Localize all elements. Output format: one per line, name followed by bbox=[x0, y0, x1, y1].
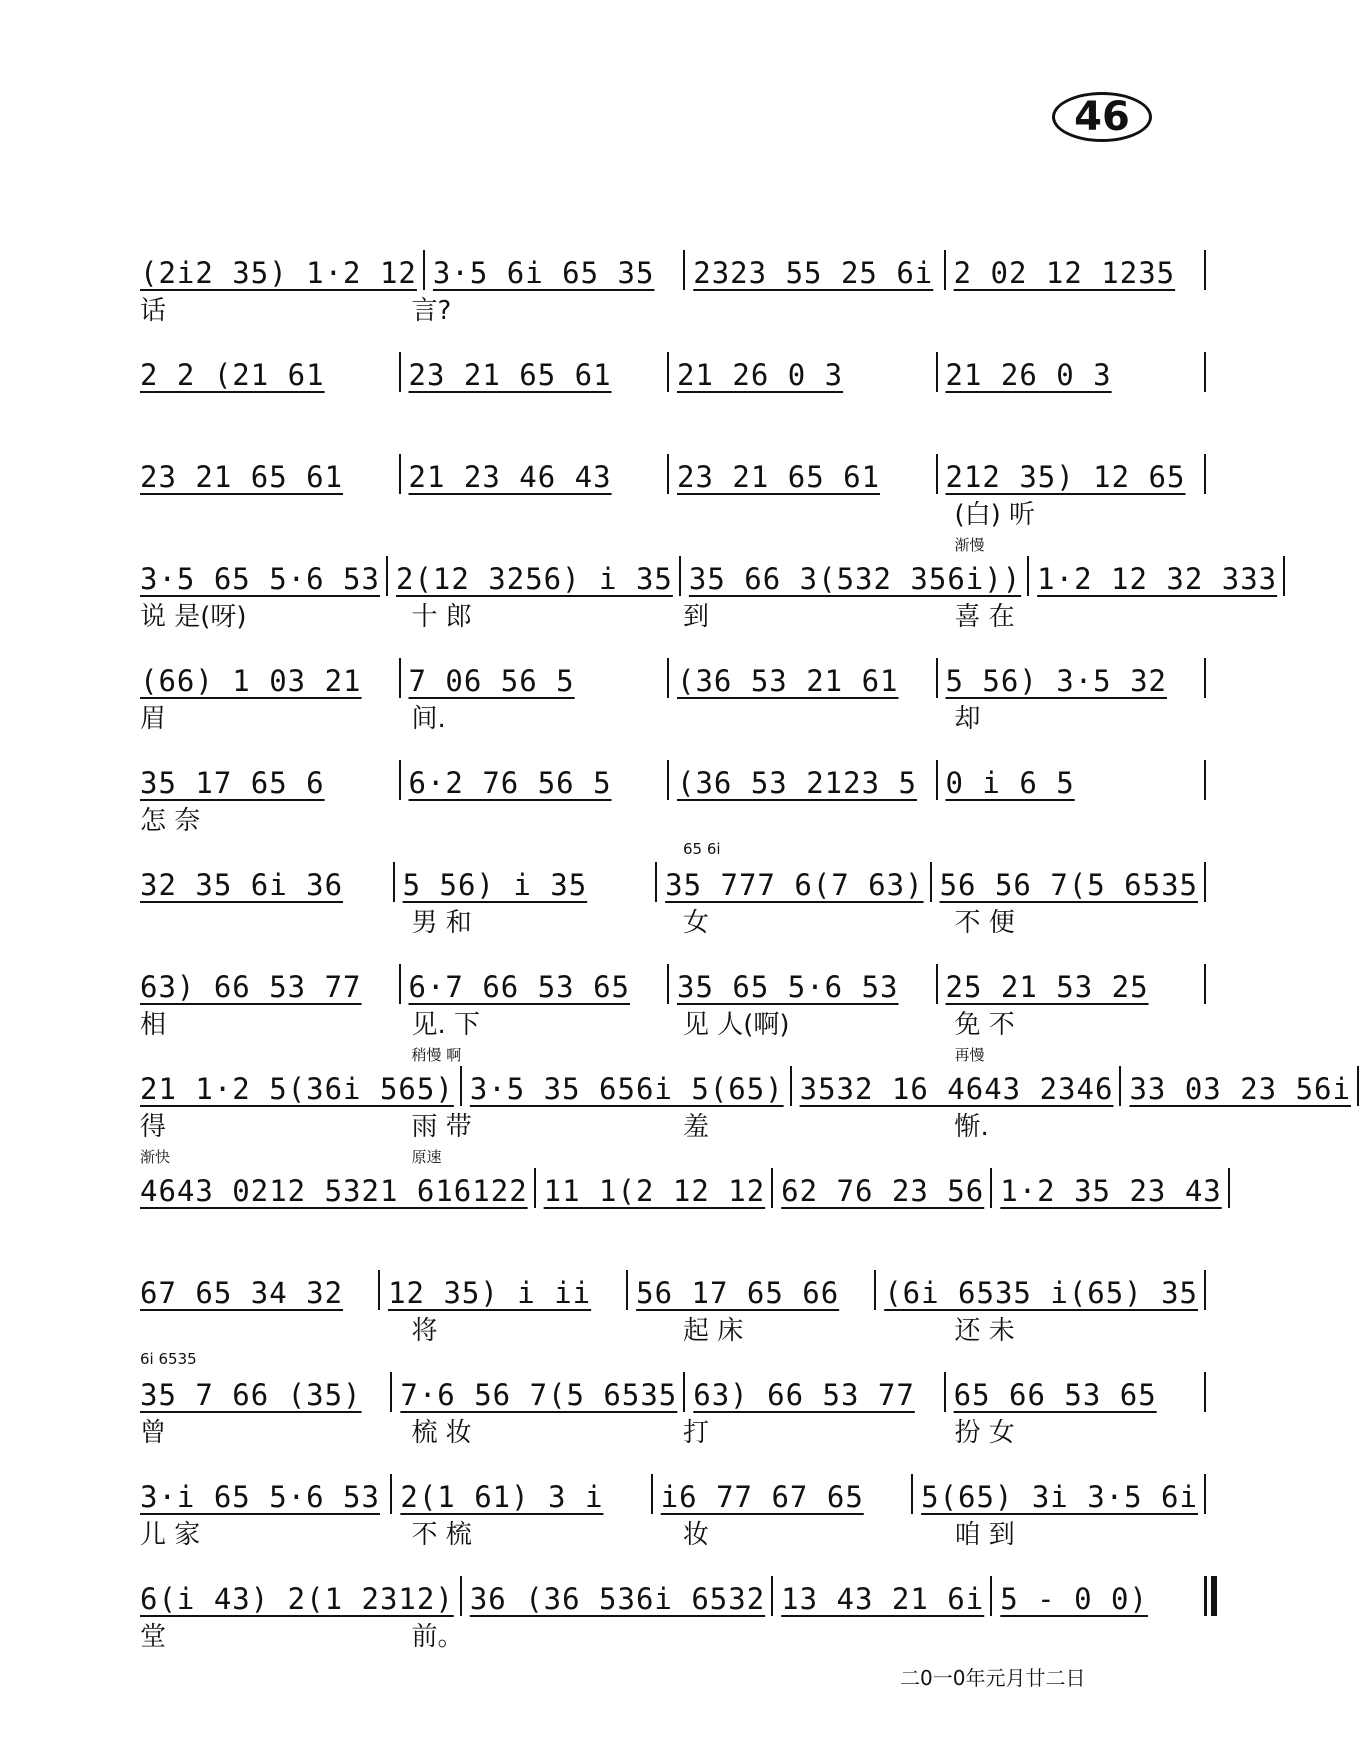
measure-lyrics: 妆 bbox=[683, 1520, 710, 1550]
measure-lyrics: 女 bbox=[683, 908, 710, 938]
barline-end bbox=[1204, 1474, 1210, 1514]
barline-end bbox=[1204, 250, 1210, 290]
measure-notes: 56 17 65 66 bbox=[636, 1276, 840, 1310]
measure-notes: 0 i 6 5 bbox=[945, 766, 1075, 800]
measure-notes: 5 56) 3·5 32 bbox=[945, 664, 1168, 698]
system-6 bbox=[130, 738, 1210, 840]
measure-lyrics bbox=[412, 1208, 668, 1240]
measure-annotation bbox=[955, 228, 1211, 248]
system-13 bbox=[130, 1452, 1210, 1554]
annotation-row bbox=[130, 840, 1210, 860]
measure-annotation bbox=[683, 636, 939, 656]
barline-end bbox=[1204, 1372, 1210, 1412]
measure-lyrics bbox=[955, 800, 1211, 837]
barline bbox=[990, 1168, 994, 1208]
barline bbox=[130, 1474, 134, 1514]
measure-lyrics: 还 未 bbox=[954, 1316, 1015, 1346]
measure-lyrics: 扮 女 bbox=[954, 1418, 1015, 1448]
measure-annotation bbox=[955, 1146, 1211, 1167]
barline-end bbox=[1204, 1576, 1217, 1616]
measure-notes: 7·6 56 7(5 6535 bbox=[400, 1378, 678, 1412]
measure-notes: 21 23 46 43 bbox=[408, 460, 612, 494]
notes-row bbox=[130, 452, 1210, 494]
barline-end bbox=[1283, 556, 1289, 596]
measure-annotation bbox=[140, 330, 396, 350]
measure-lyrics bbox=[412, 494, 668, 531]
barline bbox=[130, 250, 134, 290]
measure-lyrics bbox=[412, 800, 668, 837]
measure-annotation bbox=[140, 1452, 396, 1472]
measure-annotation bbox=[140, 738, 396, 758]
measure-notes: 6(i 43) 2(1 2312) bbox=[140, 1582, 454, 1616]
annotation-row bbox=[130, 1146, 1210, 1166]
notes-row bbox=[130, 1370, 1210, 1412]
lyric-row bbox=[130, 290, 1210, 326]
notes-row bbox=[130, 1064, 1351, 1106]
measure-notes: 21 1·2 5(36i 565) bbox=[140, 1072, 454, 1106]
barline bbox=[944, 250, 948, 290]
measure-annotation bbox=[683, 1146, 939, 1167]
barline bbox=[130, 760, 134, 800]
annotation-row bbox=[130, 534, 1210, 554]
measure-lyrics: 堂 bbox=[140, 1622, 167, 1652]
measure-lyrics bbox=[140, 902, 396, 939]
measure-lyrics: 打 bbox=[683, 1418, 710, 1448]
notes-row bbox=[130, 758, 1210, 800]
measure-lyrics bbox=[140, 1208, 396, 1240]
measure-notes: 63) 66 53 77 bbox=[693, 1378, 915, 1412]
measure-annotation bbox=[955, 330, 1211, 350]
date-note: 二0一0年元月廿二日 bbox=[900, 1666, 1086, 1690]
barline-end bbox=[1204, 862, 1210, 902]
notes-row bbox=[130, 962, 1210, 1004]
measure-lyrics: 见. 下 bbox=[411, 1010, 481, 1040]
annotation-row bbox=[130, 1350, 1210, 1370]
measure-notes: (6i 6535 i(65) 35 bbox=[884, 1276, 1198, 1310]
measure-notes: 2 2 (21 61 bbox=[140, 358, 325, 392]
measure-lyrics: 却 bbox=[954, 704, 981, 734]
measure-notes: 32 35 6i 36 bbox=[140, 868, 344, 902]
system-5 bbox=[130, 636, 1210, 738]
measure-lyrics: 惭. bbox=[954, 1112, 989, 1142]
measure-lyrics: 怎 奈 bbox=[140, 806, 201, 836]
notes-row bbox=[130, 860, 1210, 902]
measure-notes: 23 21 65 61 bbox=[408, 358, 612, 392]
measure-notes: 23 21 65 61 bbox=[677, 460, 881, 494]
system-10 bbox=[130, 1146, 1222, 1248]
measure-lyrics bbox=[955, 392, 1211, 424]
measure-notes: 4643 0212 5321 616122 bbox=[140, 1174, 528, 1208]
measure-annotation bbox=[412, 636, 668, 656]
measure-notes: (36 53 21 61 bbox=[677, 664, 899, 698]
measure-annotation bbox=[140, 228, 396, 248]
barline bbox=[399, 658, 403, 698]
barline bbox=[399, 964, 403, 1004]
measure-lyrics bbox=[683, 290, 939, 327]
barline bbox=[651, 1474, 655, 1514]
annotation-row bbox=[130, 942, 1210, 962]
barline bbox=[944, 1372, 948, 1412]
barline bbox=[771, 1576, 775, 1616]
measure-notes: 3532 16 4643 2346 bbox=[799, 1072, 1114, 1106]
measure-annotation bbox=[683, 228, 939, 248]
measure-annotation: 渐快 bbox=[140, 1148, 171, 1166]
measure-annotation bbox=[683, 534, 939, 555]
measure-annotation bbox=[683, 738, 939, 758]
measure-annotation bbox=[683, 1248, 939, 1268]
barline bbox=[386, 556, 390, 596]
notes-row bbox=[130, 1574, 1210, 1616]
measure-annotation bbox=[140, 534, 396, 555]
measure-lyrics: 男 和 bbox=[411, 908, 472, 938]
barline bbox=[874, 1270, 878, 1310]
measure-notes: 7 06 56 5 bbox=[408, 664, 575, 698]
measure-lyrics: 不 便 bbox=[954, 908, 1015, 938]
measure-annotation bbox=[412, 1248, 668, 1268]
lyric-row bbox=[130, 494, 1210, 530]
measure-annotation bbox=[412, 228, 668, 248]
measure-lyrics bbox=[955, 1208, 1211, 1240]
system-9 bbox=[130, 1044, 1351, 1146]
measure-lyrics bbox=[140, 392, 396, 424]
lyric-row bbox=[130, 1616, 1210, 1652]
page-number: 46 bbox=[1052, 92, 1152, 142]
measure-annotation bbox=[140, 432, 396, 452]
measure-notes: 23 21 65 61 bbox=[140, 460, 344, 494]
measure-annotation: 再慢 bbox=[954, 1046, 985, 1064]
measure-lyrics: 儿 家 bbox=[140, 1520, 201, 1550]
barline bbox=[679, 556, 683, 596]
lyric-row bbox=[130, 1208, 1210, 1240]
measure-annotation bbox=[140, 840, 396, 860]
measure-notes: 5 56) i 35 bbox=[402, 868, 588, 902]
measure-notes: 6·2 76 56 5 bbox=[408, 766, 612, 800]
barline bbox=[655, 862, 659, 902]
measure-lyrics bbox=[683, 1616, 939, 1653]
barline-end bbox=[1204, 454, 1210, 494]
measure-annotation bbox=[955, 432, 1211, 452]
barline bbox=[936, 760, 940, 800]
measure-annotation bbox=[140, 636, 396, 656]
measure-lyrics bbox=[140, 1310, 396, 1347]
barline bbox=[130, 964, 134, 1004]
measure-lyrics bbox=[412, 392, 668, 424]
measure-notes: (36 53 2123 5 bbox=[677, 766, 917, 800]
lyric-row bbox=[130, 392, 1210, 424]
measure-notes: 2 02 12 1235 bbox=[953, 256, 1176, 290]
barline bbox=[130, 454, 134, 494]
barline-end bbox=[1204, 658, 1210, 698]
barline bbox=[130, 1066, 134, 1106]
barline bbox=[130, 352, 134, 392]
barline bbox=[990, 1576, 994, 1616]
measure-lyrics: 喜 在 bbox=[954, 602, 1015, 632]
measure-notes: 5(65) 3i 3·5 6i bbox=[921, 1480, 1198, 1514]
measure-annotation bbox=[412, 330, 668, 350]
measure-notes: 35 777 6(7 63) bbox=[665, 868, 924, 902]
annotation-row bbox=[130, 432, 1210, 452]
measure-lyrics bbox=[140, 494, 396, 531]
measure-annotation bbox=[412, 840, 668, 860]
annotation-row bbox=[130, 738, 1210, 758]
barline bbox=[626, 1270, 630, 1310]
measure-notes: 2(12 3256) i 35 bbox=[395, 562, 673, 596]
measure-notes: 63) 66 53 77 bbox=[140, 970, 362, 1004]
measure-annotation bbox=[412, 534, 668, 555]
measure-lyrics: 将 bbox=[411, 1316, 438, 1346]
barline bbox=[390, 1372, 394, 1412]
system-4 bbox=[130, 534, 1278, 636]
annotation-row bbox=[130, 330, 1210, 350]
measure-annotation: 原速 bbox=[411, 1148, 442, 1166]
measure-annotation bbox=[683, 1554, 939, 1574]
barline bbox=[378, 1270, 382, 1310]
measure-annotation bbox=[412, 738, 668, 758]
measure-annotation bbox=[955, 1350, 1211, 1370]
barline bbox=[790, 1066, 794, 1106]
measure-annotation bbox=[955, 1452, 1211, 1472]
measure-notes: 1·2 35 23 43 bbox=[1000, 1174, 1222, 1208]
measure-lyrics: 得 bbox=[140, 1112, 167, 1142]
measure-notes: 3·5 65 5·6 53 bbox=[140, 562, 380, 596]
barline bbox=[399, 760, 403, 800]
measure-annotation bbox=[412, 1554, 668, 1574]
barline bbox=[130, 1372, 134, 1412]
measure-annotation bbox=[955, 738, 1211, 758]
measure-notes: 35 66 3(532 356i)) bbox=[688, 562, 1022, 596]
system-8 bbox=[130, 942, 1210, 1044]
annotation-row bbox=[130, 1248, 1210, 1268]
measure-lyrics: (白) 听 bbox=[954, 500, 1036, 530]
measure-notes: 21 26 0 3 bbox=[945, 358, 1112, 392]
measure-annotation bbox=[683, 1350, 939, 1370]
measure-notes: 3·5 6i 65 35 bbox=[432, 256, 655, 290]
system-11 bbox=[130, 1248, 1210, 1350]
system-12 bbox=[130, 1350, 1210, 1452]
measure-lyrics: 言? bbox=[411, 296, 452, 326]
barline-end bbox=[1204, 1270, 1210, 1310]
barline bbox=[130, 1270, 134, 1310]
measure-notes: 25 21 53 25 bbox=[945, 970, 1149, 1004]
lyric-row bbox=[130, 1004, 1210, 1040]
barline bbox=[460, 1066, 464, 1106]
measure-notes: 11 1(2 12 12 bbox=[543, 1174, 766, 1208]
lyric-row bbox=[130, 1412, 1210, 1448]
barline-end bbox=[1204, 760, 1210, 800]
measure-lyrics bbox=[955, 290, 1211, 327]
barline bbox=[936, 352, 940, 392]
notes-row bbox=[130, 248, 1210, 290]
barline bbox=[399, 352, 403, 392]
lyric-row bbox=[130, 1310, 1210, 1346]
barline bbox=[667, 352, 671, 392]
lyric-row bbox=[130, 1106, 1210, 1142]
measure-annotation: 65 6i bbox=[683, 840, 721, 858]
measure-lyrics bbox=[955, 1616, 1211, 1653]
measure-annotation bbox=[683, 432, 939, 452]
system-2 bbox=[130, 330, 1210, 432]
measure-notes: 13 43 21 6i bbox=[781, 1582, 985, 1616]
measure-annotation: 稍慢 啊 bbox=[411, 1046, 462, 1064]
barline bbox=[936, 454, 940, 494]
measure-annotation: 渐慢 bbox=[954, 536, 985, 554]
measure-lyrics: 见 人(啊) bbox=[683, 1010, 790, 1040]
measure-annotation bbox=[140, 1044, 396, 1065]
measure-notes: 65 66 53 65 bbox=[953, 1378, 1157, 1412]
measure-notes: i6 77 67 65 bbox=[660, 1480, 864, 1514]
measure-annotation bbox=[412, 942, 668, 962]
barline bbox=[390, 1474, 394, 1514]
measure-lyrics: 到 bbox=[683, 602, 710, 632]
measure-lyrics: 咱 到 bbox=[954, 1520, 1015, 1550]
measure-annotation bbox=[412, 1452, 668, 1472]
measure-notes: 35 7 66 (35) bbox=[140, 1378, 362, 1412]
barline bbox=[130, 1168, 134, 1208]
barline bbox=[399, 454, 403, 494]
barline-end bbox=[1204, 964, 1210, 1004]
measure-lyrics: 说 是(呀) bbox=[140, 602, 247, 632]
measure-notes: 2(1 61) 3 i bbox=[400, 1480, 604, 1514]
measure-annotation bbox=[683, 942, 939, 962]
measure-lyrics: 免 不 bbox=[954, 1010, 1015, 1040]
barline bbox=[130, 556, 134, 596]
barline-end bbox=[1228, 1168, 1234, 1208]
measure-notes: 35 17 65 6 bbox=[140, 766, 325, 800]
measure-notes: 67 65 34 32 bbox=[140, 1276, 344, 1310]
barline bbox=[911, 1474, 915, 1514]
measure-notes: 56 56 7(5 6535 bbox=[939, 868, 1198, 902]
measure-notes: 2323 55 25 6i bbox=[693, 256, 934, 290]
notes-row bbox=[130, 1472, 1210, 1514]
barline bbox=[667, 658, 671, 698]
measure-notes: 33 03 23 56i bbox=[1129, 1072, 1351, 1106]
measure-notes: 3·i 65 5·6 53 bbox=[140, 1480, 380, 1514]
measure-annotation bbox=[955, 1248, 1211, 1268]
measure-lyrics bbox=[683, 800, 939, 837]
lyric-row bbox=[130, 1514, 1210, 1550]
measure-notes: (66) 1 03 21 bbox=[140, 664, 362, 698]
measure-notes: 5 - 0 0) bbox=[1000, 1582, 1148, 1616]
measure-lyrics: 曾 bbox=[140, 1418, 167, 1448]
measure-notes: 3·5 35 656i 5(65) bbox=[469, 1072, 784, 1106]
measure-notes: 35 65 5·6 53 bbox=[677, 970, 899, 1004]
annotation-row bbox=[130, 1044, 1210, 1064]
measure-notes: 36 (36 536i 6532 bbox=[469, 1582, 766, 1616]
system-14 bbox=[130, 1554, 1210, 1656]
lyric-row bbox=[130, 902, 1210, 938]
system-3 bbox=[130, 432, 1210, 534]
measure-lyrics: 梳 妆 bbox=[411, 1418, 472, 1448]
barline bbox=[771, 1168, 775, 1208]
barline bbox=[667, 454, 671, 494]
measure-annotation bbox=[955, 636, 1211, 656]
measure-annotation bbox=[955, 840, 1211, 860]
barline bbox=[130, 1576, 134, 1616]
barline bbox=[936, 964, 940, 1004]
measure-lyrics bbox=[683, 392, 939, 424]
barline bbox=[936, 658, 940, 698]
barline bbox=[423, 250, 427, 290]
measure-notes: 12 35) i ii bbox=[388, 1276, 592, 1310]
barline bbox=[667, 760, 671, 800]
measure-lyrics: 前。 bbox=[411, 1622, 464, 1652]
measure-annotation bbox=[140, 1554, 396, 1574]
measure-lyrics: 话 bbox=[140, 296, 167, 326]
measure-notes: 212 35) 12 65 bbox=[945, 460, 1186, 494]
notes-row bbox=[130, 656, 1210, 698]
barline bbox=[667, 964, 671, 1004]
measure-annotation bbox=[955, 942, 1211, 962]
notes-row bbox=[130, 554, 1278, 596]
measure-annotation: 6i 6535 bbox=[140, 1350, 197, 1368]
annotation-row bbox=[130, 636, 1210, 656]
measure-notes: 6·7 66 53 65 bbox=[408, 970, 631, 1004]
measure-annotation bbox=[683, 1044, 939, 1065]
barline bbox=[1027, 556, 1031, 596]
lyric-row bbox=[130, 698, 1210, 734]
measure-notes: 62 76 23 56 bbox=[781, 1174, 985, 1208]
measure-notes: 21 26 0 3 bbox=[677, 358, 844, 392]
measure-annotation bbox=[412, 432, 668, 452]
barline bbox=[130, 658, 134, 698]
measure-lyrics: 不 梳 bbox=[411, 1520, 472, 1550]
measure-lyrics bbox=[683, 494, 939, 531]
barline bbox=[683, 1372, 687, 1412]
notes-row bbox=[130, 350, 1210, 392]
barline bbox=[1119, 1066, 1123, 1106]
notes-row bbox=[130, 1166, 1222, 1208]
measure-lyrics: 相 bbox=[140, 1010, 167, 1040]
measure-annotation bbox=[955, 1554, 1211, 1574]
measure-annotation bbox=[412, 1350, 668, 1370]
measure-annotation bbox=[140, 942, 396, 962]
barline-end bbox=[1357, 1066, 1363, 1106]
barline bbox=[683, 250, 687, 290]
measure-annotation bbox=[140, 1248, 396, 1268]
annotation-row bbox=[130, 228, 1210, 248]
measure-lyrics: 羞 bbox=[683, 1112, 710, 1142]
measure-lyrics: 十 郎 bbox=[411, 602, 472, 632]
measure-lyrics bbox=[683, 698, 939, 735]
measure-annotation bbox=[683, 1452, 939, 1472]
annotation-row bbox=[130, 1554, 1210, 1574]
lyric-row bbox=[130, 596, 1210, 632]
measure-lyrics: 眉 bbox=[140, 704, 167, 734]
measure-lyrics: 间. bbox=[411, 704, 446, 734]
lyric-row bbox=[130, 800, 1210, 836]
score bbox=[130, 228, 1351, 1656]
barline bbox=[393, 862, 397, 902]
measure-lyrics bbox=[683, 1208, 939, 1240]
barline-end bbox=[1204, 352, 1210, 392]
notes-row bbox=[130, 1268, 1210, 1310]
barline bbox=[460, 1576, 464, 1616]
measure-lyrics: 雨 带 bbox=[411, 1112, 472, 1142]
barline bbox=[930, 862, 934, 902]
system-1 bbox=[130, 228, 1210, 330]
annotation-row bbox=[130, 1452, 1210, 1472]
barline bbox=[130, 862, 134, 902]
system-7 bbox=[130, 840, 1210, 942]
measure-lyrics: 起 床 bbox=[683, 1316, 744, 1346]
measure-notes: 1·2 12 32 333 bbox=[1037, 562, 1278, 596]
measure-notes: (2i2 35) 1·2 12 bbox=[140, 256, 417, 290]
barline bbox=[534, 1168, 538, 1208]
measure-annotation bbox=[683, 330, 939, 350]
